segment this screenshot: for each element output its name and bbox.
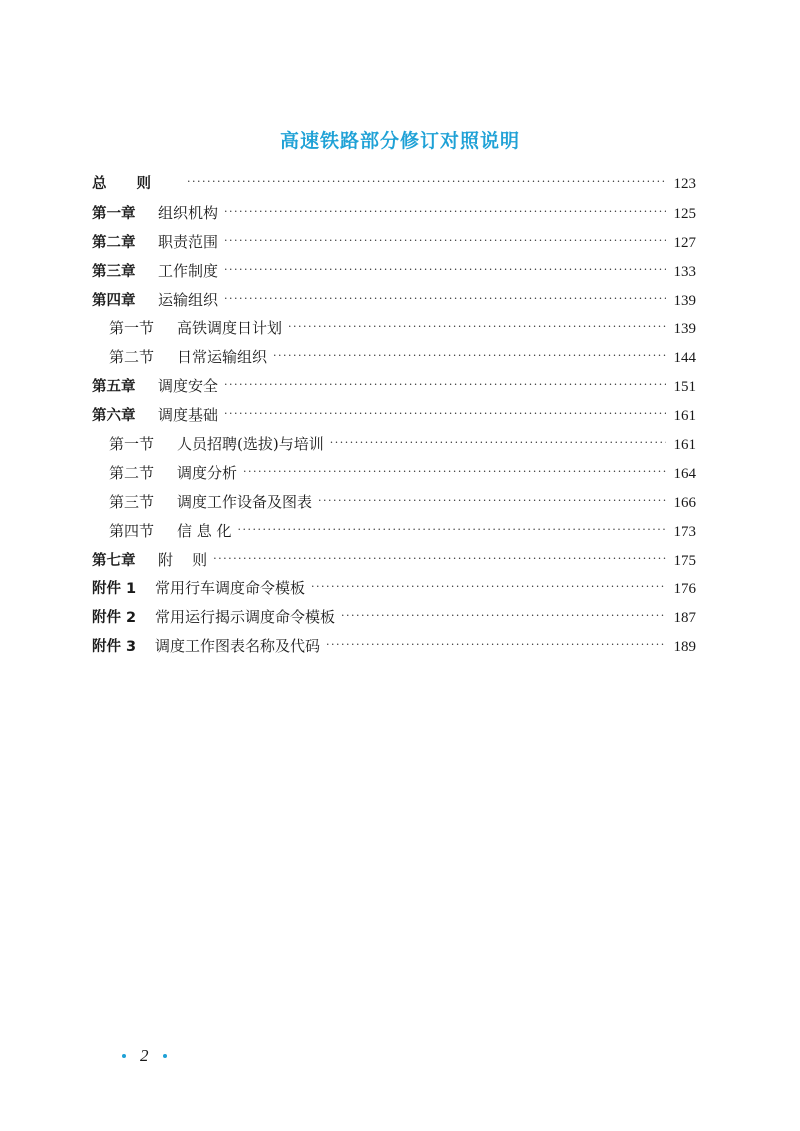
toc-entry-page-number: 151 [673,379,696,396]
toc-entry-label: 附件 1 [92,581,137,598]
toc-entry[interactable] [92,372,696,401]
toc-entry-title: 信 息 化 [177,521,232,540]
table-of-contents [92,170,696,661]
toc-entry[interactable] [92,286,696,315]
toc-entry-label: 第七章 [92,552,136,569]
toc-entry-title: 调度基础 [158,406,219,425]
toc-entry-title: 调度工作图表名称及代码 [155,637,321,656]
toc-entry-title: 人员招聘(选拔)与培训 [177,435,324,454]
toc-entry-label: 第三章 [92,263,136,280]
page-footer [108,1046,181,1066]
toc-entry-title: 常用运行揭示调度命令模板 [155,608,336,627]
toc-dot-leader [224,400,665,429]
toc-entry[interactable] [92,632,696,661]
toc-dot-leader [224,371,665,400]
toc-dot-leader [224,198,665,227]
toc-entry-page-number: 175 [673,552,696,569]
toc-entry[interactable] [92,199,696,228]
toc-entry-title: 调度分析 [177,463,238,482]
toc-entry[interactable] [92,314,696,343]
toc-dot-leader [243,458,665,487]
toc-entry-title: 组织机构 [158,203,219,222]
toc-entry-page-number: 125 [673,205,696,222]
toc-entry-label: 第二节 [109,463,155,482]
toc-entry-label: 总则 [92,176,181,192]
toc-entry-title: 运输组织 [158,290,219,309]
toc-dot-leader [326,631,665,660]
toc-entry-page-number: 123 [673,176,696,192]
toc-entry-label: 第六章 [92,408,136,425]
toc-entry[interactable] [92,459,696,488]
toc-entry[interactable] [92,574,696,603]
bullet-dot-icon [163,1054,167,1058]
toc-entry-title: 调度工作设备及图表 [177,492,313,511]
toc-entry-page-number: 164 [673,465,696,482]
toc-entry-label: 第一节 [109,319,155,338]
toc-entry-page-number: 173 [673,523,696,540]
toc-entry[interactable] [92,170,696,199]
toc-entry-title: 附 则 [158,550,208,569]
toc-entry-page-number: 189 [673,639,696,656]
toc-dot-leader [318,487,665,516]
toc-entry-label: 第一章 [92,205,136,222]
toc-entry-label: 第二节 [109,348,155,367]
toc-entry-page-number: 127 [673,234,696,251]
toc-entry-label: 附件 3 [92,639,137,656]
toc-entry[interactable] [92,488,696,517]
toc-entry-page-number: 161 [673,408,696,425]
toc-entry-page-number: 139 [673,321,696,338]
toc-dot-leader [213,545,665,574]
toc-entry[interactable] [92,343,696,372]
toc-entry-label: 第三节 [109,492,155,511]
toc-entry-page-number: 139 [673,292,696,309]
toc-entry-label: 第一节 [109,435,155,454]
toc-entry-page-number: 144 [673,350,696,367]
toc-entry-title: 调度安全 [158,377,219,396]
toc-entry[interactable] [92,401,696,430]
toc-entry-label: 第四章 [92,292,136,309]
toc-entry-title: 高铁调度日计划 [177,319,283,338]
page-title: 高速铁路部分修订对照说明 [279,130,520,152]
toc-entry-label: 第四节 [109,521,155,540]
toc-entry-page-number: 161 [673,437,696,454]
toc-dot-leader [330,429,666,458]
toc-entry-page-number: 176 [673,581,696,598]
toc-entry[interactable] [92,546,696,575]
toc-entry[interactable] [92,517,696,546]
toc-entry-title: 职责范围 [158,232,219,251]
toc-dot-leader [187,168,666,197]
bullet-dot-icon [122,1054,126,1058]
toc-entry-title: 常用行车调度命令模板 [155,579,306,598]
toc-dot-leader [311,573,665,602]
toc-dot-leader [288,313,665,342]
toc-entry[interactable] [92,603,696,632]
toc-dot-leader [224,256,665,285]
toc-entry-page-number: 187 [673,610,696,627]
toc-entry[interactable] [92,430,696,459]
toc-entry-title: 工作制度 [158,261,219,280]
toc-entry-label: 第二章 [92,234,136,251]
toc-entry-page-number: 166 [673,494,696,511]
toc-dot-leader [273,342,665,371]
toc-dot-leader [341,602,665,631]
toc-entry[interactable] [92,228,696,257]
toc-entry-label: 第五章 [92,379,136,396]
toc-dot-leader [224,227,665,256]
page-number: 2 [140,1046,149,1065]
toc-dot-leader [224,285,665,314]
toc-entry[interactable] [92,257,696,286]
toc-dot-leader [238,516,666,545]
toc-entry-page-number: 133 [673,263,696,280]
toc-entry-label: 附件 2 [92,610,137,627]
toc-entry-title: 日常运输组织 [177,348,268,367]
